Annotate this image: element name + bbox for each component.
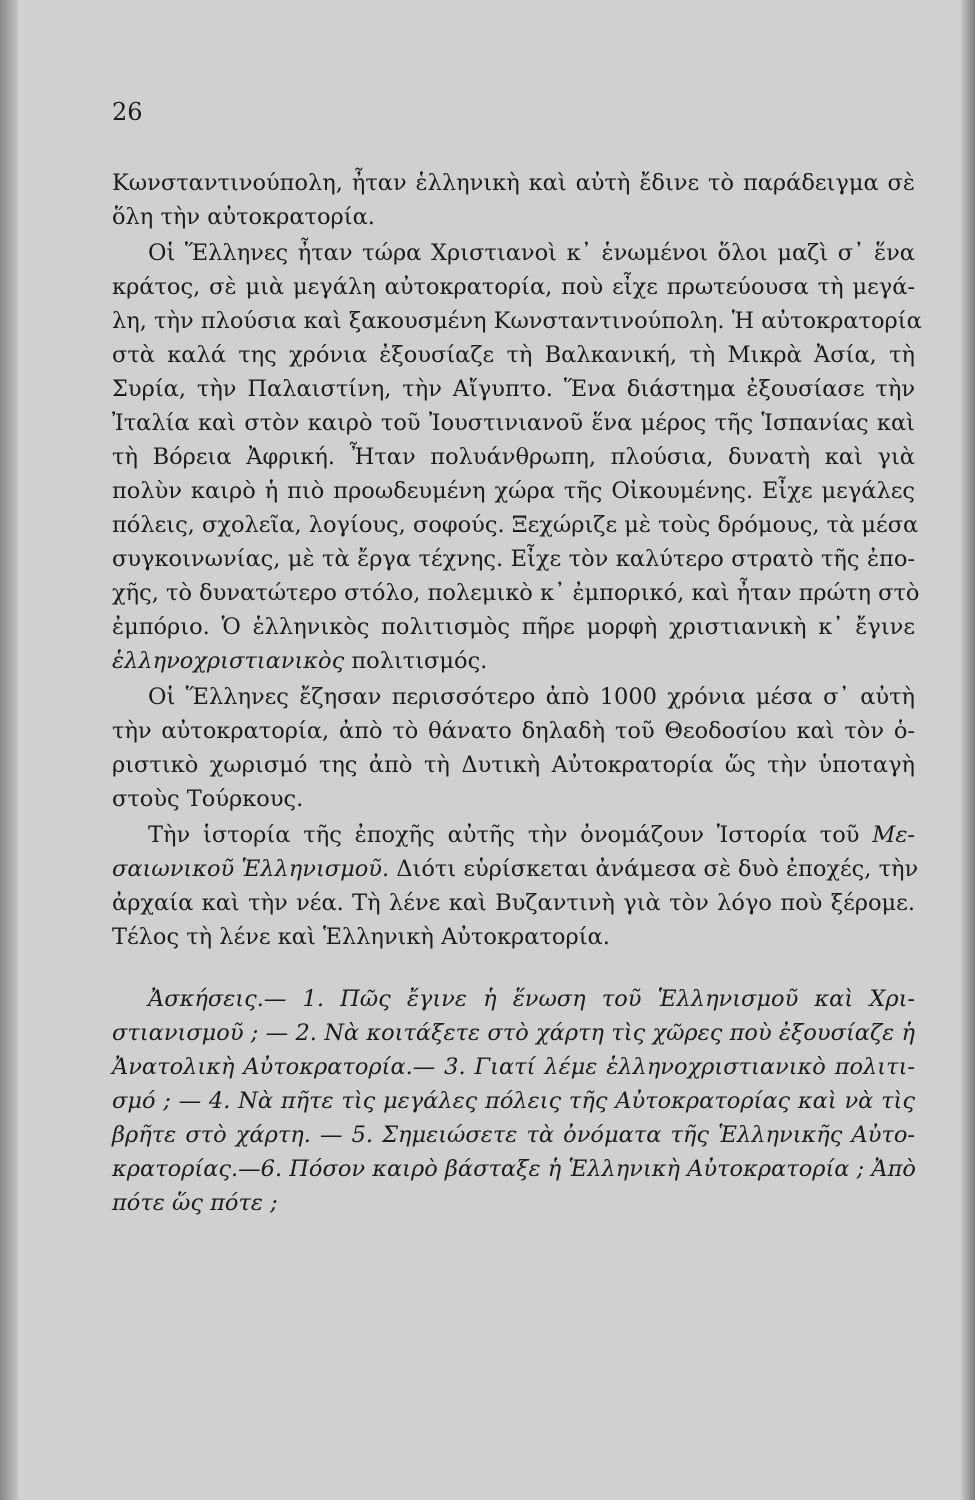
exercises-line: σμό ; — 4. Νὰ πῆτε τὶς μεγάλες πόλεις τῆς Αὐτοκρατορίας καὶ νὰ τὶς — [112, 1088, 915, 1114]
text-line: κράτος, σὲ μιὰ μεγάλη αὐτοκρατορία, ποὺ εἶχε πρωτεύουσα τὴ μεγά- — [112, 274, 915, 300]
text-line: πολὺν καιρὸ ἡ πιὸ προωδευμένη χώρα τῆς Οἰκουμένης. Εἶχε μεγάλες — [112, 478, 915, 504]
text-line — [112, 852, 919, 886]
text-line: στοὺς Τούρκους. — [112, 786, 304, 812]
page-number: 26 — [112, 98, 143, 126]
text-line: Οἱ Ἕλληνες ἦταν τώρα Χριστιανοὶ κ᾽ ἑνωμένοι ὅλοι μαζὶ σ᾽ ἕνα — [148, 240, 915, 266]
text-span: Διότι εὑρίσκεται ἀνάμεσα σὲ δυὸ ἐποχές, τὴν — [389, 856, 919, 882]
exercises-line: στιανισμοῦ ; — 2. Νὰ κοιτάξετε στὸ χάρτη τὶς χῶρες ποὺ ἐξουσίαζε ἡ — [112, 1020, 915, 1046]
exercises-line: πότε ὥς πότε ; — [112, 1190, 278, 1216]
text-line: Κωνσταντινούπολη, ἦταν ἑλληνικὴ καὶ αὐτὴ ἔδινε τὸ παράδειγμα σὲ — [112, 170, 915, 196]
text-line: χῆς, τὸ δυνατώτερο στόλο, πολεμικὸ κ᾽ ἐμπορικό, καὶ ἦταν πρώτη στὸ — [112, 580, 920, 606]
text-line: Οἱ Ἕλληνες ἔζησαν περισσότερο ἀπὸ 1000 χρόνια μέσα σ᾽ αὐτὴ — [148, 684, 915, 710]
italic-term: ἑλληνοχριστιανικὸς — [112, 648, 345, 674]
text-span: Τὴν ἱστορία τῆς ἐποχῆς αὐτῆς τὴν ὀνομάζουν Ἱστορία τοῦ — [148, 822, 873, 848]
text-line: τὴν αὐτοκρατορία, ἀπὸ τὸ θάνατο δηλαδὴ τοῦ Θεοδοσίου καὶ τὸν ὁ- — [112, 718, 915, 744]
exercises-line: βρῆτε στὸ χάρτη. — 5. Σημειώσετε τὰ ὀνόματα τῆς Ἑλληνικῆς Αὐτο- — [112, 1122, 915, 1148]
text-line: ριστικὸ χωρισμό της ἀπὸ τὴ Δυτικὴ Αὐτοκρατορία ὥς τὴν ὑποταγὴ — [112, 752, 915, 778]
page-right-edge-shadow — [961, 0, 975, 1500]
text-line: ἐμπόριο. Ὁ ἑλληνικὸς πολιτισμὸς πῆρε μορφὴ χριστιανικὴ κ᾽ ἔγινε — [112, 614, 915, 640]
text-line: Τέλος τὴ λένε καὶ Ἑλληνικὴ Αὐτοκρατορία. — [112, 924, 610, 950]
text-line — [112, 644, 915, 678]
text-line: τὴ Βόρεια Ἀφρική. Ἦταν πολυάνθρωπη, πλούσια, δυνατὴ καὶ γιὰ — [112, 444, 915, 470]
italic-term: σαιωνικοῦ Ἑλληνισμοῦ. — [112, 856, 390, 882]
text-line — [148, 818, 915, 852]
text-line: λη, τὴν πλούσια καὶ ξακουσμένη Κωνσταντινούπολη. Ἡ αὐτοκρατορία — [112, 308, 922, 334]
text-line: συγκοινωνίας, μὲ τὰ ἔργα τέχνης. Εἶχε τὸν καλύτερο στρατὸ τῆς ἐπο- — [112, 546, 915, 572]
text-line: Ἰταλία καὶ στὸν καιρὸ τοῦ Ἰουστινιανοῦ ἕνα μέρος τῆς Ἱσπανίας καὶ — [112, 410, 915, 436]
exercises-line: Ἀνατολικὴ Αὐτοκρατορία.— 3. Γιατί λέμε ἑλληνοχριστιανικὸ πολιτι- — [112, 1054, 915, 1080]
exercises-line: κρατορίας.—6. Πόσον καιρὸ βάσταξε ἡ Ἑλληνικὴ Αὐτοκρατορία ; Ἀπὸ — [112, 1156, 916, 1182]
text-line: πόλεις, σχολεῖα, λογίους, σοφούς. Ξεχώριζε μὲ τοὺς δρόμους, τὰ μέσα — [112, 512, 919, 538]
exercises-line: Ἀσκήσεις.— 1. Πῶς ἔγινε ἡ ἕνωση τοῦ Ἑλληνισμοῦ καὶ Χρι- — [148, 986, 915, 1012]
text-span: πολιτισμός. — [344, 648, 488, 674]
text-line: ὅλη τὴν αὐτοκρατορία. — [112, 204, 375, 230]
italic-term: Με- — [872, 822, 915, 848]
text-line: Συρία, τὴν Παλαιστίνη, τὴν Αἴγυπτο. Ἕνα διάστημα ἐξουσίασε τὴν — [112, 376, 915, 402]
text-line: ἀρχαία καὶ τὴν νέα. Τὴ λένε καὶ Βυζαντινὴ γιὰ τὸν λόγο ποὺ ξέρομε. — [112, 890, 915, 916]
text-line: στὰ καλά της χρόνια ἐξουσίαζε τὴ Βαλκανική, τὴ Μικρὰ Ἀσία, τὴ — [112, 342, 915, 368]
page-left-edge-shadow — [0, 0, 18, 1500]
